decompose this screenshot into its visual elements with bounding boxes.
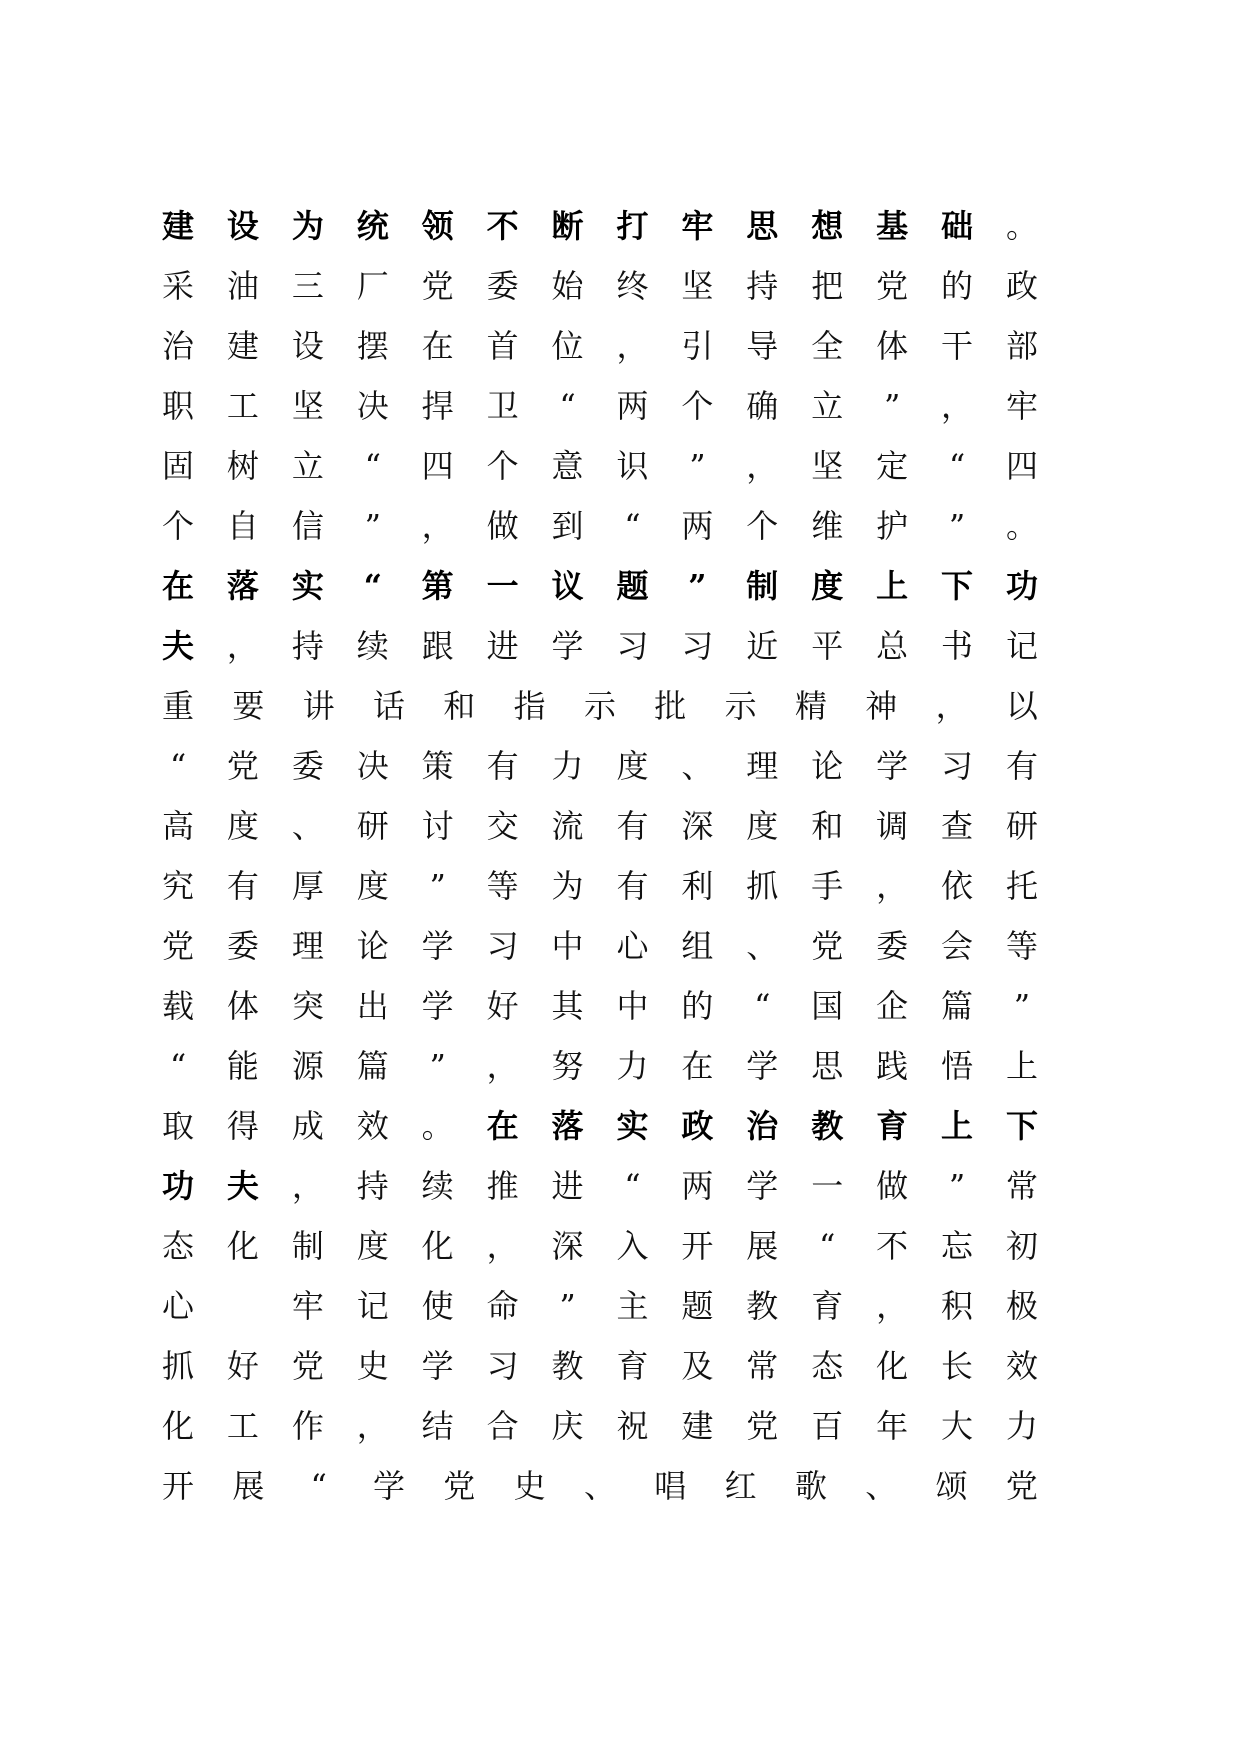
text-line: 在 落 实 “ 第 一 议 题 ” 制 度 上 下 功 [161, 567, 1038, 605]
text-line: 建 设 为 统 领 不 断 打 牢 思 想 基 础 。 [161, 207, 1038, 245]
text-line: 党 委 理 论 学 习 中 心 组 、 党 委 会 等 [161, 927, 1038, 965]
text-line: 治 建 设 摆 在 首 位 ， 引 导 全 体 干 部 [161, 327, 1038, 365]
text-line: 高 度 、 研 讨 交 流 有 深 度 和 调 查 研 [161, 807, 1038, 845]
text-line: 抓 好 党 史 学 习 教 育 及 常 态 化 长 效 [161, 1347, 1038, 1385]
text-line: 功 夫 ， 持 续 推 进 “ 两 学 一 做 ” 常 [161, 1167, 1038, 1205]
text-line: 职 工 坚 决 捍 卫 “ 两 个 确 立 ” ， 牢 [161, 387, 1038, 425]
text-line: 化 工 作 ， 结 合 庆 祝 建 党 百 年 大 力 [161, 1407, 1038, 1445]
text-line: 态 化 制 度 化 ， 深 入 开 展 “ 不 忘 初 [161, 1227, 1038, 1265]
text-line: 个 自 信 ” ， 做 到 “ 两 个 维 护 ” 。 [161, 507, 1038, 545]
text-line: 究 有 厚 度 ” 等 为 有 利 抓 手 ， 依 托 [161, 867, 1038, 905]
body-text [160, 196, 1040, 1516]
text-line: 重 要 讲 话 和 指 示 批 示 精 神 ， 以 [161, 687, 1038, 725]
text-line: 固 树 立 “ 四 个 意 识 ” ， 坚 定 “ 四 [161, 447, 1038, 485]
text-line: 取 得 成 效 。 在 落 实 政 治 教 育 上 下 [161, 1107, 1038, 1145]
text-line: 载 体 突 出 学 好 其 中 的 “ 国 企 篇 ” [161, 987, 1031, 1025]
text-line: 开 展 “ 学 党 史 、 唱 红 歌 、 颂 党 [161, 1467, 1038, 1505]
text-line: 采 油 三 厂 党 委 始 终 坚 持 把 党 的 政 [161, 267, 1038, 305]
text-line: “ 能 源 篇 ” ， 努 力 在 学 思 践 悟 上 [169, 1047, 1038, 1085]
text-line: “ 党 委 决 策 有 力 度 、 理 论 学 习 有 [169, 747, 1038, 785]
text-line: 心 牢 记 使 命 ” 主 题 教 育 ， 积 极 [161, 1287, 1038, 1325]
text-line: 夫 ， 持 续 跟 进 学 习 习 近 平 总 书 记 [161, 627, 1038, 665]
